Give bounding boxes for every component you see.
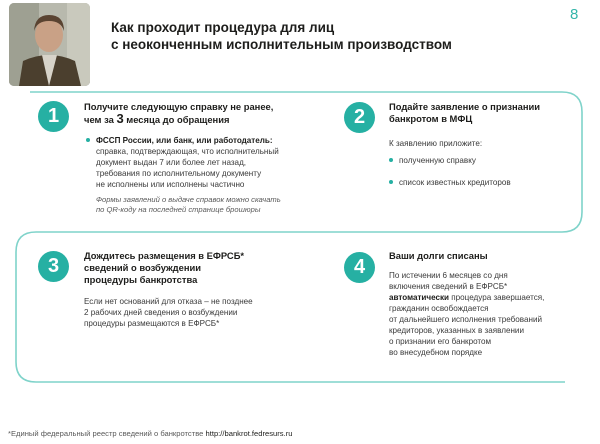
step-4-body-line: гражданин освобождается: [389, 304, 489, 313]
footnote: [8, 429, 292, 438]
page-title-line-2: с неоконченным исполнительным производством: [111, 37, 452, 52]
step-3-heading-line: процедуры банкротства: [84, 274, 198, 285]
step-1-bullet-title: ФССП России, или банк, или работодатель:: [96, 136, 273, 145]
bullet-dot-icon: [86, 138, 90, 142]
step-3-badge: 3: [38, 251, 69, 282]
step-2-badge: 2: [344, 102, 375, 133]
footnote-link[interactable]: http://bankrot.fedresurs.ru: [205, 429, 293, 438]
page-title-line-1: Как проходит процедура для лиц: [111, 20, 335, 35]
step-2-heading-line-2: банкротом в МФЦ: [389, 113, 473, 124]
step-3-heading-line: сведений о возбуждении: [84, 262, 202, 273]
step-1-bullet-line: не исполнены или исполнены частично: [96, 180, 245, 189]
list-item: [389, 155, 579, 166]
page-number: 8: [570, 6, 579, 23]
step-4-body-line: По истечении 6 месяцев со дня: [389, 271, 508, 280]
step-4-body-line: во внесудебном порядке: [389, 348, 483, 357]
step-4-badge: 4: [344, 252, 375, 283]
step-1-badge: 1: [38, 101, 69, 132]
step-2-heading-line-1: Подайте заявление о признании: [389, 101, 541, 112]
step-2-bullet-text: список известных кредиторов: [399, 178, 511, 187]
step-3-body-line: процедуры размещаются в ЕФРСБ*: [84, 319, 220, 328]
step-4-body-line: включения сведений в ЕФРСБ*: [389, 282, 508, 291]
step-1-bullet-line: требования по исполнительному документу: [96, 169, 262, 178]
bullet-dot-icon: [389, 180, 393, 184]
bullet-dot-icon: [389, 158, 393, 162]
step-3-body-line: 2 рабочих дней сведения о возбуждении: [84, 308, 238, 317]
step-1-heading-line-1: Получите следующую справку не ранее,: [84, 101, 274, 112]
step-2-heading: [389, 101, 589, 125]
step-2-bullet-text: полученную справку: [399, 156, 476, 165]
step-1-note-line: Формы заявлений о выдаче справок можно скачать: [96, 195, 281, 204]
step-3-heading-line: Дождитесь размещения в ЕФРСБ*: [84, 250, 245, 261]
step-1-bullet-line: справка, подтверждающая, что исполнительный: [96, 147, 279, 156]
step-1-note-line: по QR-коду на последней странице брошюры: [96, 205, 261, 214]
step-1-bullet: [86, 135, 336, 190]
step-4-body-line: от дальнейшего исполнения требований: [389, 315, 543, 324]
footnote-text: *Единый федеральный реестр сведений о банкротстве: [8, 429, 206, 438]
step-4-heading: Ваши долги списаны: [389, 250, 488, 261]
step-1-heading: [84, 101, 324, 126]
step-3-body-line: Если нет оснований для отказа – не позднее: [84, 297, 253, 306]
step-2-intro: К заявлению приложите:: [389, 139, 483, 148]
step-3-body: [84, 296, 324, 329]
step-3-heading: [84, 250, 324, 286]
step-1-bullet-line: документ выдан 7 или более лет назад,: [96, 158, 247, 167]
step-4-body-line: кредиторов, указанных в заявлении: [389, 326, 524, 335]
step-1-note: [96, 195, 336, 215]
step-4-body: [389, 270, 589, 358]
list-item: [389, 177, 579, 188]
step-1-heading-line-2: чем за 3 месяца до обращения: [84, 111, 230, 126]
step-2-bullet-list: [389, 155, 579, 188]
step-4-body-line: о признании его банкротом: [389, 337, 492, 346]
step-4-body-line: автоматически процедура завершается,: [389, 293, 545, 302]
